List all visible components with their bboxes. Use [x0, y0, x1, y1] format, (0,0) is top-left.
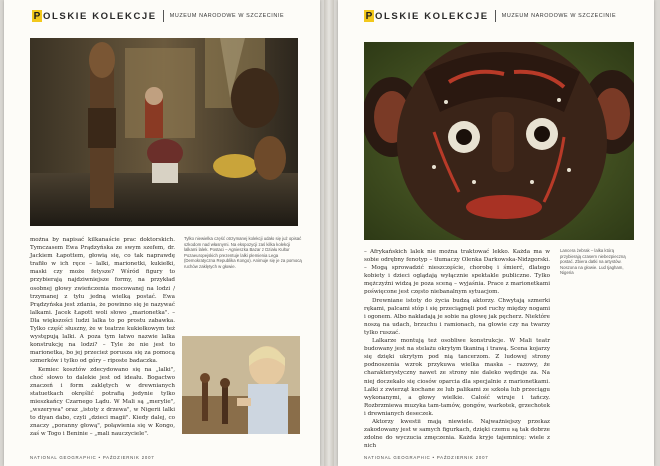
header-badge: P — [365, 10, 373, 22]
page-footer: NATIONAL GEOGRAPHIC • PAŹDZIERNIK 2007 — [30, 455, 155, 460]
header-title: OLSKIE KOLEKCJE — [43, 10, 157, 22]
page-header — [364, 9, 616, 23]
header-section: MUZEUM NARODOWE W SZCZECINIE — [169, 13, 285, 19]
right-page — [338, 0, 654, 466]
paragraph: Aktorzy kwestii mają niewiele. Najważniejszy przekaz zakodowany jest w samych figurkach, dzięki czemu są tak dobrze zdolne do wyczucia zmęczenia. Każda kryje tajemnicę: wiele z nich — [364, 418, 550, 450]
paragraph: Kemiec kosztów zdecydowano się na „lalki", choć słowo to dalekie jest od ideału. Bogactwo znaczeń i form zaklętych w drewnianych statuetkach okręślić potrafią jedynie tylko mieszkańcy Czarnego Lądu. W Mali są „merylie", „wszerywa" oraz „istoty z drzewa", w Nigerii lalki to diyan dabo, czyli „dzieci magii". Kiedy dalej, co znaczy „poranny głową", połąwienia się w Kongo, zaś w Togo i Beninie – „mali nauczyciele". — [30, 366, 175, 438]
museum-room-photo — [30, 38, 298, 226]
page-header — [32, 9, 284, 23]
page-footer: NATIONAL GEOGRAPHIC • PAŹDZIERNIK 2007 — [364, 455, 489, 460]
paragraph: – Afrykańskich lalek nie można traktować lekko. Każda ma w sobie odrębny fenotyp – tłumaczy Olenka Darkowska-Nidzgorski. – Mogą sprowadzić nieszczęście, chorobę i śmierć, dlatego kobiety i dzieci oglądają wyłącznie spektakle publiczne. Tylko mężczyźni widzą je poza sceną – wyjaśnia. Prace z marionetkami poświęcone jest często niebanalnym sytuacjom. — [364, 249, 550, 296]
left-page — [4, 0, 320, 466]
woman-puppets-photo — [182, 336, 300, 434]
header-badge: P — [33, 10, 41, 22]
book-spine — [324, 0, 334, 466]
paragraph: Drewniane istoty do życia budzą aktorzy. Chwytają szmerki rękami, palcami stóp i się przeciągnęli pod ruchy między nogami i ogonem. Albo nakładają je sobie na głowę jak pęcherz. Niektóre noszą na udach, brzuchu i ramionach, na głowie czy na twarzy tylko ruszać. — [364, 297, 550, 336]
photo-caption: Tylko niewielka część otrzymanej kolekcji udało się już opisać szkodom nad własnymi. Na ekspozycji zaś kilka kolekcji lalkami lalek. Postaci – Agnieszka Bazar z Działu Kultur Pozaeuropejskich prezentuje lalki plemienia Lega (Demokratyczna Republika Kongo). Animuje się je za pomocą ruchów zaklętych w głowie. — [184, 236, 302, 269]
right-text-column — [364, 248, 550, 450]
header-section: MUZEUM NARODOWE W SZCZECINIE — [501, 13, 617, 19]
header-divider — [495, 10, 496, 22]
header-divider — [163, 10, 164, 22]
photo-caption: Lancera żebrak – lalka którą przybierają czasem niebezpieczną postać. Zbiera datki na artystów. Noszona na głowie. Lud Ijagham, Nigeria — [560, 248, 626, 276]
left-text-column — [30, 236, 175, 438]
paragraph: można by napisać kilkanaście prac doktorskich. Tymczasem Ewa Prądzyńska ze swym szefem, dr. Jackiem Łapottem, głowią się, co tak naprawdę trafiło w ich ręce – lalki, marionetki, kukiełki, maski czy może fetysze? Wśród figury to przybierają najdziwniejsze formy, na przykład osobnej głowy zwieńczenia mocowanej na lodzi / trzymanej z tyłu jedną wielką postać. Ewa Prądzyńska jest zdania, że powinno się je nazywać lalkami. Jacek Łapott woli słowo „marionetka". – Dla większości ludzi lalka to po prostu zabawka. Tylko część słuszny, że w teatrze kukiełkowym też występują lalki. A poza tym łatwo nazwie lalka konstrukcję na lodzi? – Tyle że nie jest to marionetka, bo jej przecież porusza się za pomocą szmerków i tylko od góry – riposte badaczka. — [30, 237, 175, 365]
header-title: OLSKIE KOLEKCJE — [375, 10, 489, 22]
mask-closeup-photo — [364, 42, 634, 240]
paragraph: Lalkarze montują też osobliwe konstrukcje. W Mali teatr budowany jest na stelażu okrytym tkaniną i trawą. Scena kojarzy się dzięki ukrytym pod nią tancerzom. Z ludowej strony podnoszenia wzrok przykuwa wielka maska – razowy, że charakterystyczny nawet ze strony nie daleko wędruje za. Na niej doczekało się ciosów oparcia dla specjalnie z marionetkami. Lalki z zwierząt kochane ze lub palikami ze szkoła lub przeciągu wykonanymi, a głowy wielkie. Całość wiruje i tańczy. Rozbrzmiewa muzyka tam-tamów, gongów, warkotek, grzechotek i drewnianych deseczek. — [364, 338, 550, 417]
